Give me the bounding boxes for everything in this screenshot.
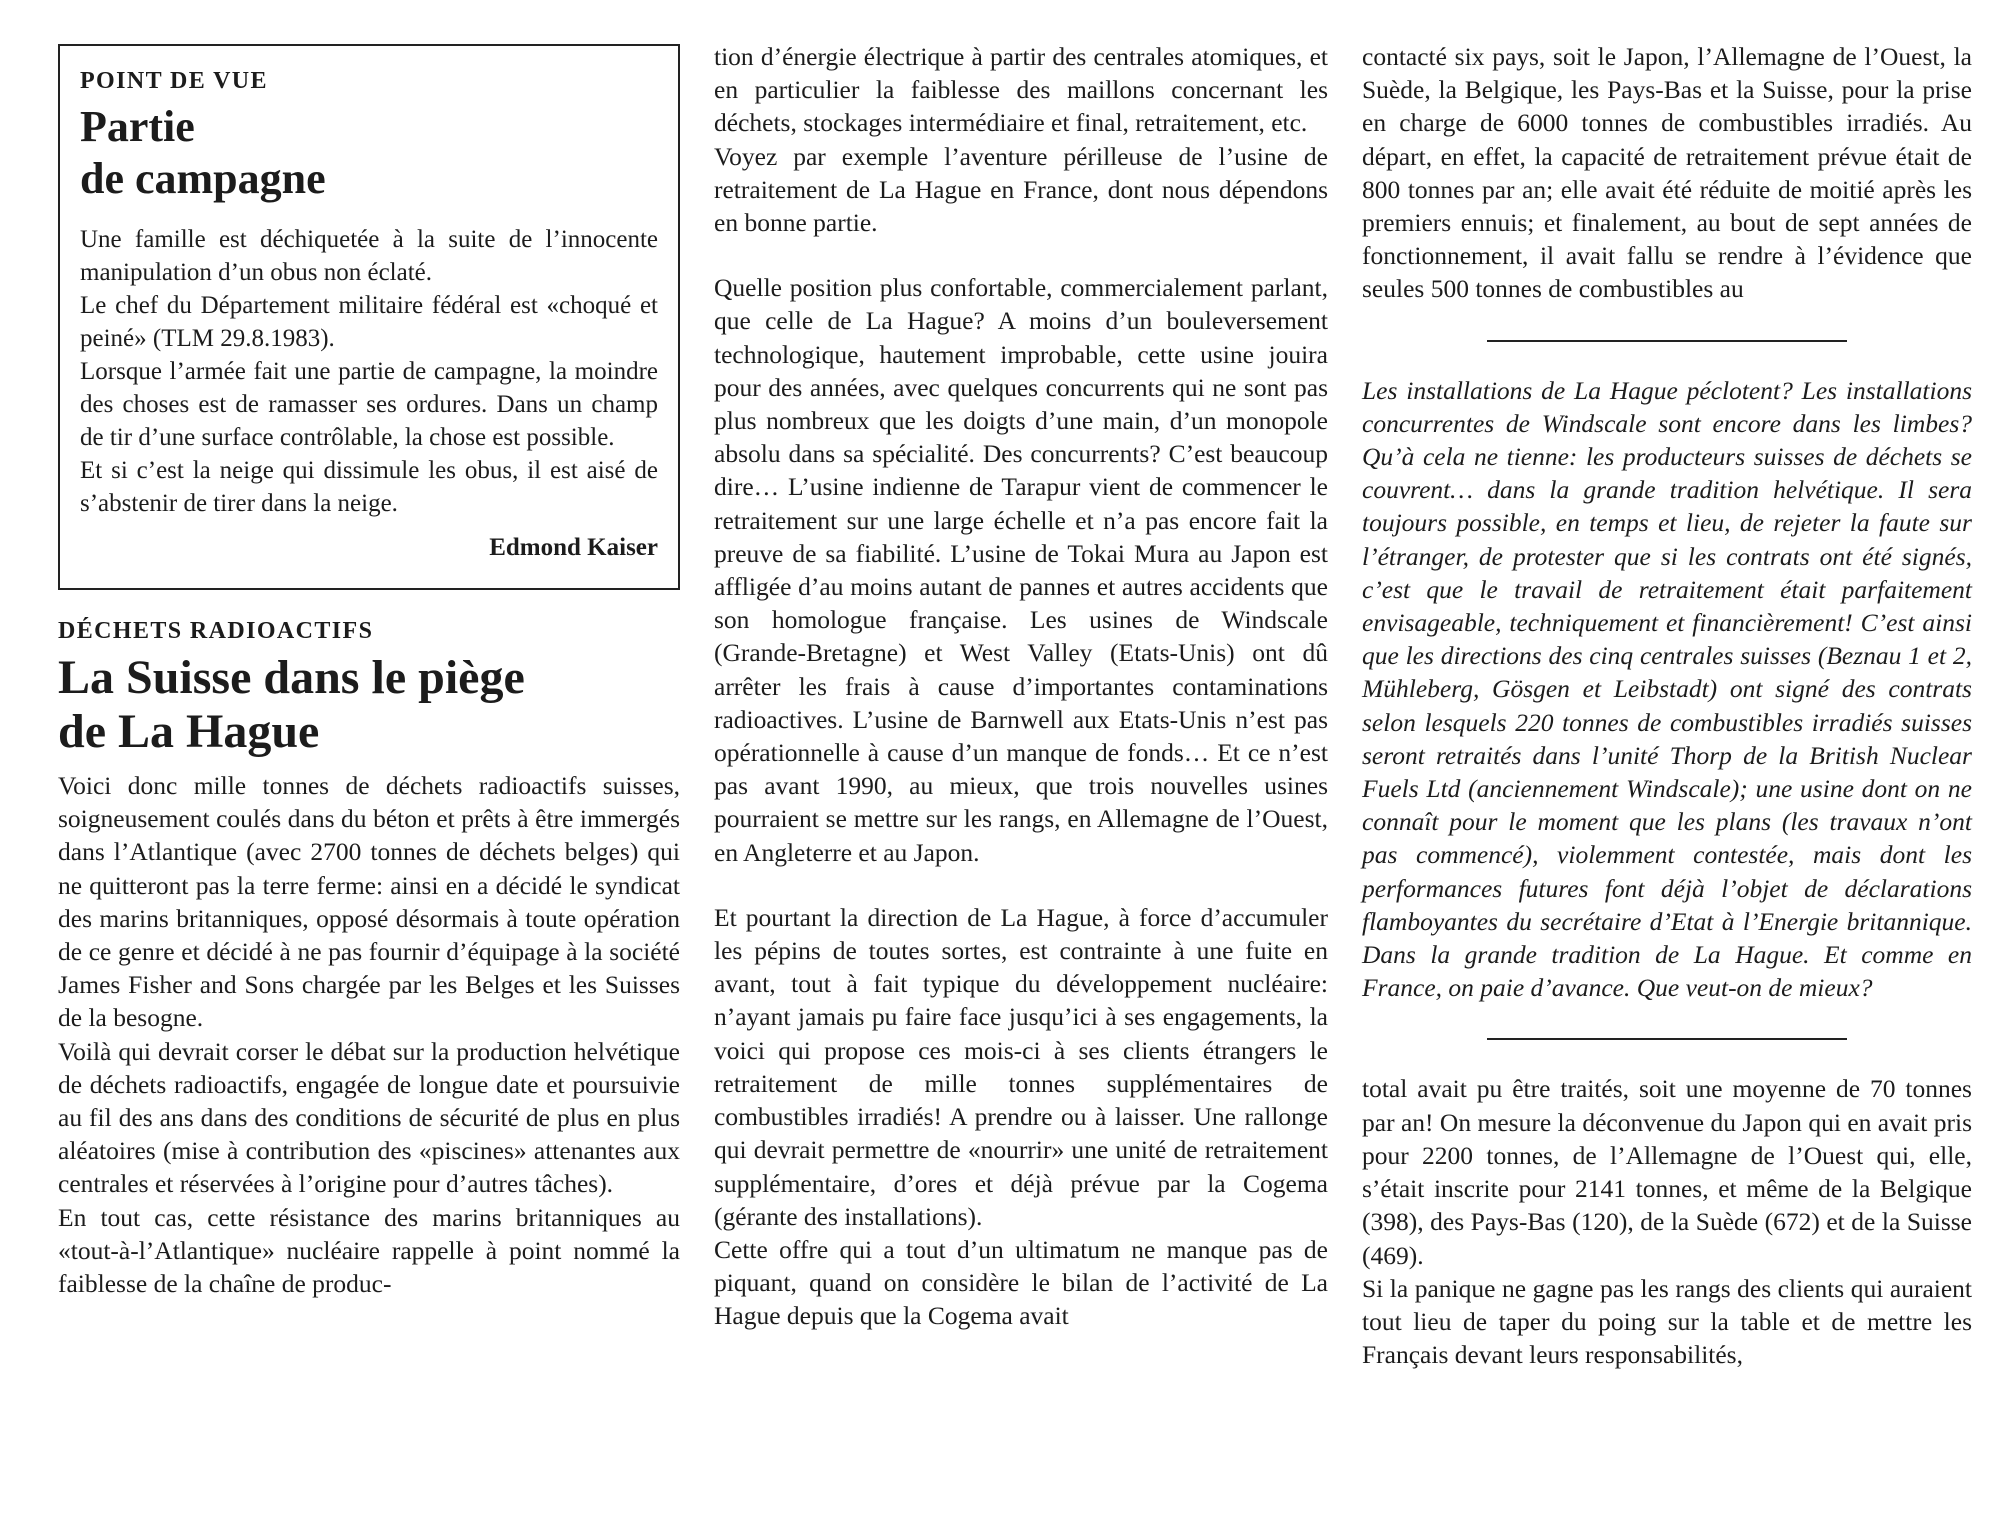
article-paragraph: Cette offre qui a tout d’un ultimatum ne manque pas de piquant, quand on considère le bilan de l’activité de La Hague depuis que la Cogema avait [714,1234,1328,1331]
article-paragraph: En tout cas, cette résistance des marins britanniques au «tout-à-l’Atlantique» nucléaire rappelle à point nommé la faiblesse de la chaîne de produc- [58,1202,680,1299]
article-paragraph: total avait pu être traités, soit une moyenne de 70 tonnes par an! On mesure la déconvenue du Japon qui en avait pris pour 2200 tonnes, de l’Allemagne de l’Ouest qui, elle, s’était inscrite pour 2141 tonnes, et même de la Belgique (398), des Pays-Bas (120), de la Suède (672) et de la Suisse (469). [1362,1074,1972,1270]
article-paragraph: contacté six pays, soit le Japon, l’Allemagne de l’Ouest, la Suède, la Belgique, les Pays-Bas et la Suisse, pour la prise en charge de 6000 tonnes de combustibles irradiés. Au départ, en effet, la capacité de retraitement prévue était de 800 tonnes par an; elle avait été réduite de moitié après les premiers ennuis; et finalement, au bout de sept années de fonctionnement, il avait fallu se rendre à l’évidence que seules 500 tonnes de combustibles au [1362,42,1972,304]
italic-paragraph: Les installations de La Hague péclotent? Les installations concurrentes de Windscale sont encore dans les limbes? Qu’à cela ne tienne: les producteurs suisses de déchets se couvrent… dans la grande tradition helvétique. Il sera toujours possible, en temps et lieu, de rejeter la faute sur l’étranger, de protester que si les contrats ont été signés, c’est que le travail de retraitement était parfaitement envisageable, techniquement et financièrement! C’est ainsi que les directions des cinq centrales suisses (Beznau 1 et 2, Mühleberg, Gösgen et Leibstadt) ont signé des contrats selon lesquels 220 tonnes de combustibles irradiés suisses seront retraités dans l’unité Thorp de la British Nuclear Fuels Ltd (anciennement Windscale); une usine dont on ne connaît pour le moment que les plans (les travaux n’ont pas commencé), violemment contestée, mais dont les performances futures font déjà l’objet de déclarations flamboyantes du secrétaire d’Etat à l’Energie britannique. Dans la grande tradition de La Hague. Et comme en France, on paie d’avance. Que veut-on de mieux? [1362,375,1972,1003]
box-paragraph: Le chef du Département militaire fédéral est «choqué et peiné» (TLM 29.8.1983). [80,292,658,352]
article-paragraph: tion d’énergie électrique à partir des centrales atomiques, et en particulier la faiblesse des maillons concernant les déchets, stockages intermédiaire et final, retraitement, etc. [714,42,1328,138]
italic-insert [1362,374,1972,1005]
column-2 [714,40,1328,1333]
column-3 [1362,40,1972,1371]
article-paragraph: Si la panique ne gagne pas les rangs des clients qui auraient tout lieu de taper du poing sur la table et de mettre les Français devant leurs responsabilités, [1362,1273,1972,1370]
box-paragraph: Lorsque l’armée fait une partie de campagne, la moindre des choses est de ramasser ses ordures. Dans un champ de tir d’une surface contrôlable, la chose est possible. [80,358,658,451]
column-1 [58,40,680,1300]
divider-rule [1487,1038,1847,1040]
article-paragraph: Voici donc mille tonnes de déchets radioactifs suisses, soigneusement coulés dans du béton et prêts à être immergés dans l’Atlantique (avec 2700 tonnes de déchets belges) qui ne quitteront pas la terre ferme: ainsi en a décidé le syndicat des marins britanniques, opposé désormais à toute opération de ce genre et décidé à ne pas fournir d’équipage à la société James Fisher and Sons chargée par les Belges et les Suisses de la besogne. [58,771,680,1033]
article-paragraph: Voyez par exemple l’aventure périlleuse de l’usine de retraitement de La Hague en France, dont nous dépendons en bonne partie. [714,141,1328,238]
divider-rule [1487,340,1847,342]
box-paragraph: Une famille est déchiquetée à la suite de l’innocente manipulation d’un obus non éclaté. [80,226,658,286]
box-signature: Edmond Kaiser [489,534,658,561]
article-paragraph: Et pourtant la direction de La Hague, à force d’accumuler les pépins de toutes sortes, est contrainte à une fuite en avant, tout à fait typique du développement nucléaire: n’ayant jamais pu faire face jusqu’ici à ses engagements, la voici qui propose ces mois-ci à ses clients étrangers le retraitement de mille tonnes supplémentaires de combustibles irradiés! A prendre ou à laisser. Une rallonge qui devrait permettre de «nourrir» une unité de retraitement supplémentaire, d’ores et déjà prévue par la Cogema (gérante des installations). [714,902,1328,1231]
box-paragraph: Et si c’est la neige qui dissimule les obus, il est aisé de s’abstenir de tirer dans la neige. [80,457,658,517]
article-paragraph: Voilà qui devrait corser le débat sur la production helvétique de déchets radioactifs, engagée de longue date et poursuivie au fil des ans dans des conditions de sécurité de plus en plus aléatoires (mise à contribution des «piscines» attenantes aux centrales et réservées à l’origine pour d’autres tâches). [58,1036,680,1199]
paragraph-gap [714,869,1328,901]
paragraph-gap [714,239,1328,271]
box-kicker: POINT DE VUE [80,68,268,94]
article-paragraph: Quelle position plus confortable, commercialement parlant, que celle de La Hague? A moins d’un bouleversement technologique, hautement improbable, cette usine jouira pour des années, avec quelques concurrents qui ne sont pas plus nombreux que les doigts d’une main, d’un monopole absolu dans sa spécialité. Des concurrents? C’est beaucoup dire… L’usine indienne de Tarapur vient de commencer le retraitement sur une large échelle et n’a pas encore fait la preuve de sa fiabilité. L’usine de Tokai Mura au Japon est affligée d’au moins autant de pannes et autres accidents que son homologue française. Les usines de Windscale (Grande-Bretagne) et West Valley (Etats-Unis) ont dû arrêter les frais à cause d’importantes contaminations radioactives. L’usine de Barnwell aux Etats-Unis n’est pas opérationnelle à cause d’un manque de fonds… Et ce n’est pas avant 1990, au mieux, que trois nouvelles usines pourraient se mettre sur les rangs, en Allemagne de l’Ouest, en Angleterre et au Japon. [714,273,1328,867]
article-kicker: DÉCHETS RADIOACTIFS [58,618,374,644]
box-title: Partie de campagne [80,102,326,203]
point-de-vue-box [58,44,680,590]
article-headline: La Suisse dans le piège de La Hague [58,651,525,758]
